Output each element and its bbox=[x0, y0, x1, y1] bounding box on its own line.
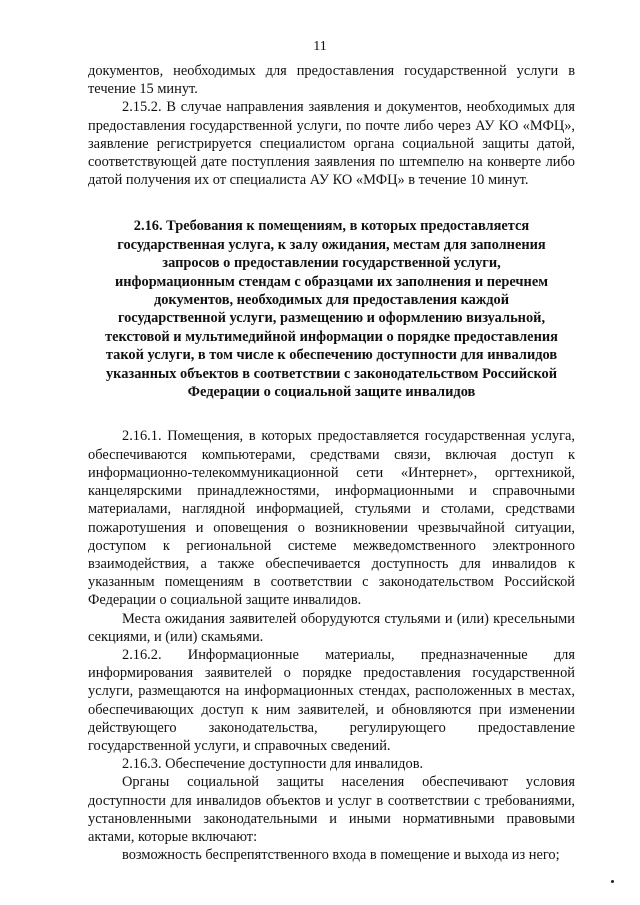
paragraph-2-16-3: 2.16.3. Обеспечение доступности для инвалидов. bbox=[122, 756, 424, 773]
paragraph-2-15-2: 2.15.2. В случае направления заявления и документов, необходимых для предоставления государственной услуги, по почте либо через АУ КО «МФЦ», заявление регистрируется специалистом органа социальной защиты датой, соответствующей дате поступления заявления по штемпелю на конверте либо датой получения их от специалиста АУ КО «МФЦ» в течение 10 минут. bbox=[88, 99, 575, 189]
paragraph-2-16-2: 2.16.2. Информационные материалы, предназначенные для информирования заявителей о порядке предоставления государственной услуги, размещаются на информационных стендах, расположенных в местах, обеспечивающих доступ к ним заявителей, и обновляются при изменении действующего законодательства, регулирующего предоставление государственной услуги, и справочных сведений. bbox=[88, 646, 575, 754]
section-heading-2-16: 2.16. Требования к помещениям, в которых предоставляется государственная услуга, к залу ожидания, местам для заполнения запросов о предоставлении государственной услуги, информационным стендам с образцами их заполнения и перечнем документов, необходимых для предоставления каждой государственной услуги, размещению и оформлению визуальной, текстовой и мультимедийной информации о порядке предоставления такой услуги, в том числе к обеспечению доступности для инвалидов указанных объектов в соответствии с законодательством Российской Федерации о социальной защите инвалидов bbox=[105, 218, 558, 401]
paragraph-accessibility-conditions: Органы социальной защиты населения обеспечивают условия доступности для инвалидов объектов и услуг в соответствии с требованиями, установленными законодательными и иными нормативными правовыми актами, которые включают: bbox=[88, 774, 575, 845]
document-body bbox=[88, 62, 575, 864]
paragraph-continuation: документов, необходимых для предоставления государственной услуги в течение 15 минут. bbox=[88, 63, 575, 98]
page-number: 11 bbox=[313, 39, 327, 54]
scan-speck bbox=[611, 880, 614, 883]
paragraph-2-16-1: 2.16.1. Помещения, в которых предоставляется государственная услуга, обеспечиваются компьютерами, средствами связи, включая доступ к информационно-телекоммуникационной сети «Интернет», оргтехникой, канцелярскими принадлежностями, информационными и справочными материалами, наглядной информацией, стульями и столами, средствами пожаротушения и оповещения о возникновении чрезвычайной ситуации, доступом к региональной системе межведомственного электронного взаимодействия, а также обеспечивается доступность для инвалидов к указанным помещениям в соответствии с законодательством Российской Федерации о социальной защите инвалидов. bbox=[88, 428, 575, 609]
paragraph-list-item-entry: возможность беспрепятственного входа в помещение и выхода из него; bbox=[122, 847, 560, 864]
paragraph-waiting-places: Места ожидания заявителей оборудуются стульями и (или) кресельными секциями, и (или) скамьями. bbox=[88, 610, 575, 645]
